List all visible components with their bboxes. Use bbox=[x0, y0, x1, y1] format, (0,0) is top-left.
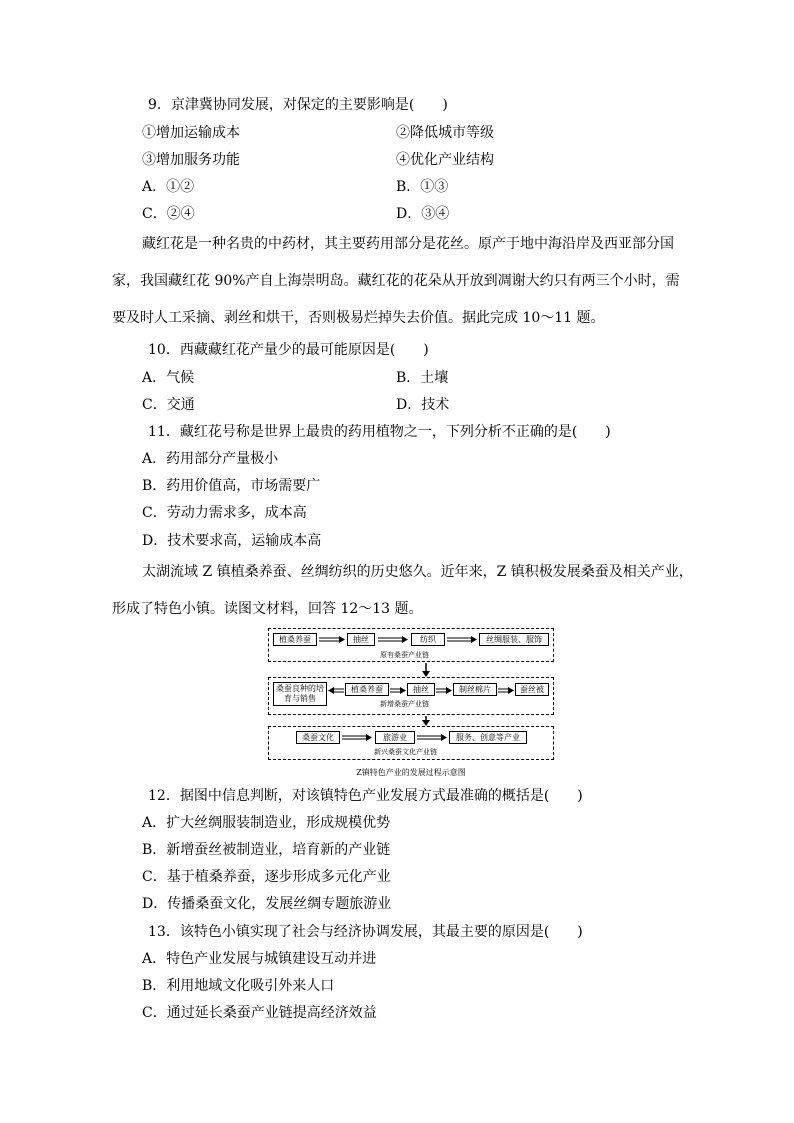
q9-opt2: ②降低城市等级 bbox=[396, 125, 494, 141]
row1-box-2: 抽丝 bbox=[347, 633, 375, 646]
q11-option-d: D．技术要求高，运输成本高 bbox=[142, 533, 322, 549]
q10-stem: 10．西藏藏红花产量少的最可能原因是( ) bbox=[148, 342, 429, 358]
q9-opt4: ④优化产业结构 bbox=[396, 152, 494, 168]
q12-stem: 12．据图中信息判断，对该镇特色产业发展方式最准确的概括是( ) bbox=[148, 788, 583, 804]
q11-option-c: C．劳动力需求多，成本高 bbox=[142, 505, 307, 521]
row2-seed-box: 桑蚕良种的培育与销售 bbox=[273, 682, 327, 706]
q9-option-d: D．③④ bbox=[396, 206, 450, 222]
passage2-line2: 形成了特色小镇。读图文材料，回答 12～13 题。 bbox=[112, 601, 423, 617]
q13-option-c: C．通过延长桑蚕产业链提高经济效益 bbox=[142, 1005, 377, 1021]
arrow-icon bbox=[417, 734, 447, 742]
q10-option-d: D．技术 bbox=[396, 397, 450, 413]
q10-option-a: A．气候 bbox=[142, 370, 195, 386]
q12-option-d: D．传播桑蚕文化，发展丝绸专题旅游业 bbox=[142, 896, 392, 912]
q9-option-b: B．①③ bbox=[396, 179, 449, 195]
arrow-icon bbox=[498, 687, 514, 695]
culture-chain-label: 新兴桑蚕文化产业链 bbox=[374, 748, 437, 756]
row1-box-4: 丝绸服装、服饰 bbox=[479, 633, 549, 646]
diagram-caption: Z镇特色产业的发展过程示意图 bbox=[356, 768, 466, 777]
row3-box-1: 桑蚕文化 bbox=[296, 731, 340, 744]
down-arrow-icon bbox=[422, 716, 430, 726]
industry-chain-diagram bbox=[268, 628, 554, 780]
q13-option-a: A．特色产业发展与城镇建设互动并进 bbox=[142, 951, 377, 967]
q10-option-b: B．土壤 bbox=[396, 370, 449, 386]
q10-option-c: C．交通 bbox=[142, 397, 195, 413]
passage1-line1: 藏红花是一种名贵的中药材，其主要药用部分是花丝。原产于地中海沿岸及西亚部分国 bbox=[142, 236, 674, 252]
arrow-icon bbox=[378, 636, 408, 644]
q11-stem: 11．藏红花号称是世界上最贵的药用植物之一，下列分析不正确的是( ) bbox=[148, 424, 611, 440]
passage2-line1: 太湖流域 Z 镇植桑养蚕、丝绸纺织的历史悠久。近年来，Z 镇积极发展桑蚕及相关产业， bbox=[142, 564, 693, 580]
row2-box-1: 植桑养蚕 bbox=[345, 683, 389, 696]
down-arrow-icon bbox=[422, 663, 430, 677]
q11-option-a: A．药用部分产量极小 bbox=[142, 451, 279, 467]
row3-box-3: 服务、创意等产业 bbox=[449, 731, 527, 744]
row2-box-3: 制丝棉片 bbox=[453, 683, 497, 696]
row1-box-3: 纺织 bbox=[411, 633, 445, 646]
row3-box-2: 旅游业 bbox=[375, 731, 415, 744]
arrow-icon bbox=[342, 734, 372, 742]
arrow-icon bbox=[436, 687, 452, 695]
q9-opt1: ①增加运输成本 bbox=[142, 125, 240, 141]
arrow-icon bbox=[447, 636, 477, 644]
row2-box-2: 抽丝 bbox=[407, 683, 435, 696]
q9-stem: 9．京津冀协同发展，对保定的主要影响是( ) bbox=[148, 97, 448, 113]
passage1-line2: 家，我国藏红花 90%产自上海崇明岛。藏红花的花朵从开放到凋谢大约只有两三个小时，需 bbox=[112, 273, 680, 289]
arrow-icon bbox=[390, 687, 406, 695]
q9-opt3: ③增加服务功能 bbox=[142, 152, 240, 168]
q11-option-b: B．药用价值高，市场需要广 bbox=[142, 478, 321, 494]
q13-stem: 13．该特色小镇实现了社会与经济协调发展，其最主要的原因是( ) bbox=[148, 924, 583, 940]
row2-box-4: 蚕丝被 bbox=[515, 683, 549, 696]
q9-option-c: C．②④ bbox=[142, 206, 195, 222]
arrow-icon bbox=[319, 636, 345, 644]
new-chain-label: 新增桑蚕产业链 bbox=[380, 700, 429, 708]
q12-option-a: A．扩大丝绸服装制造业，形成规模优势 bbox=[142, 815, 391, 831]
passage1-line3: 要及时人工采摘、剥丝和烘干，否则极易烂掉失去价值。据此完成 10～11 题。 bbox=[112, 310, 605, 326]
q13-option-b: B．利用地域文化吸引外来人口 bbox=[142, 978, 335, 994]
row1-box-1: 植桑养蚕 bbox=[273, 633, 317, 646]
arrow-left-icon bbox=[328, 687, 344, 695]
q9-option-a: A．①② bbox=[142, 179, 195, 195]
q12-option-c: C．基于植桑养蚕，逐步形成多元化产业 bbox=[142, 869, 391, 885]
original-chain-label: 原有桑蚕产业链 bbox=[380, 651, 429, 659]
q12-option-b: B．新增蚕丝被制造业，培育新的产业链 bbox=[142, 842, 391, 858]
